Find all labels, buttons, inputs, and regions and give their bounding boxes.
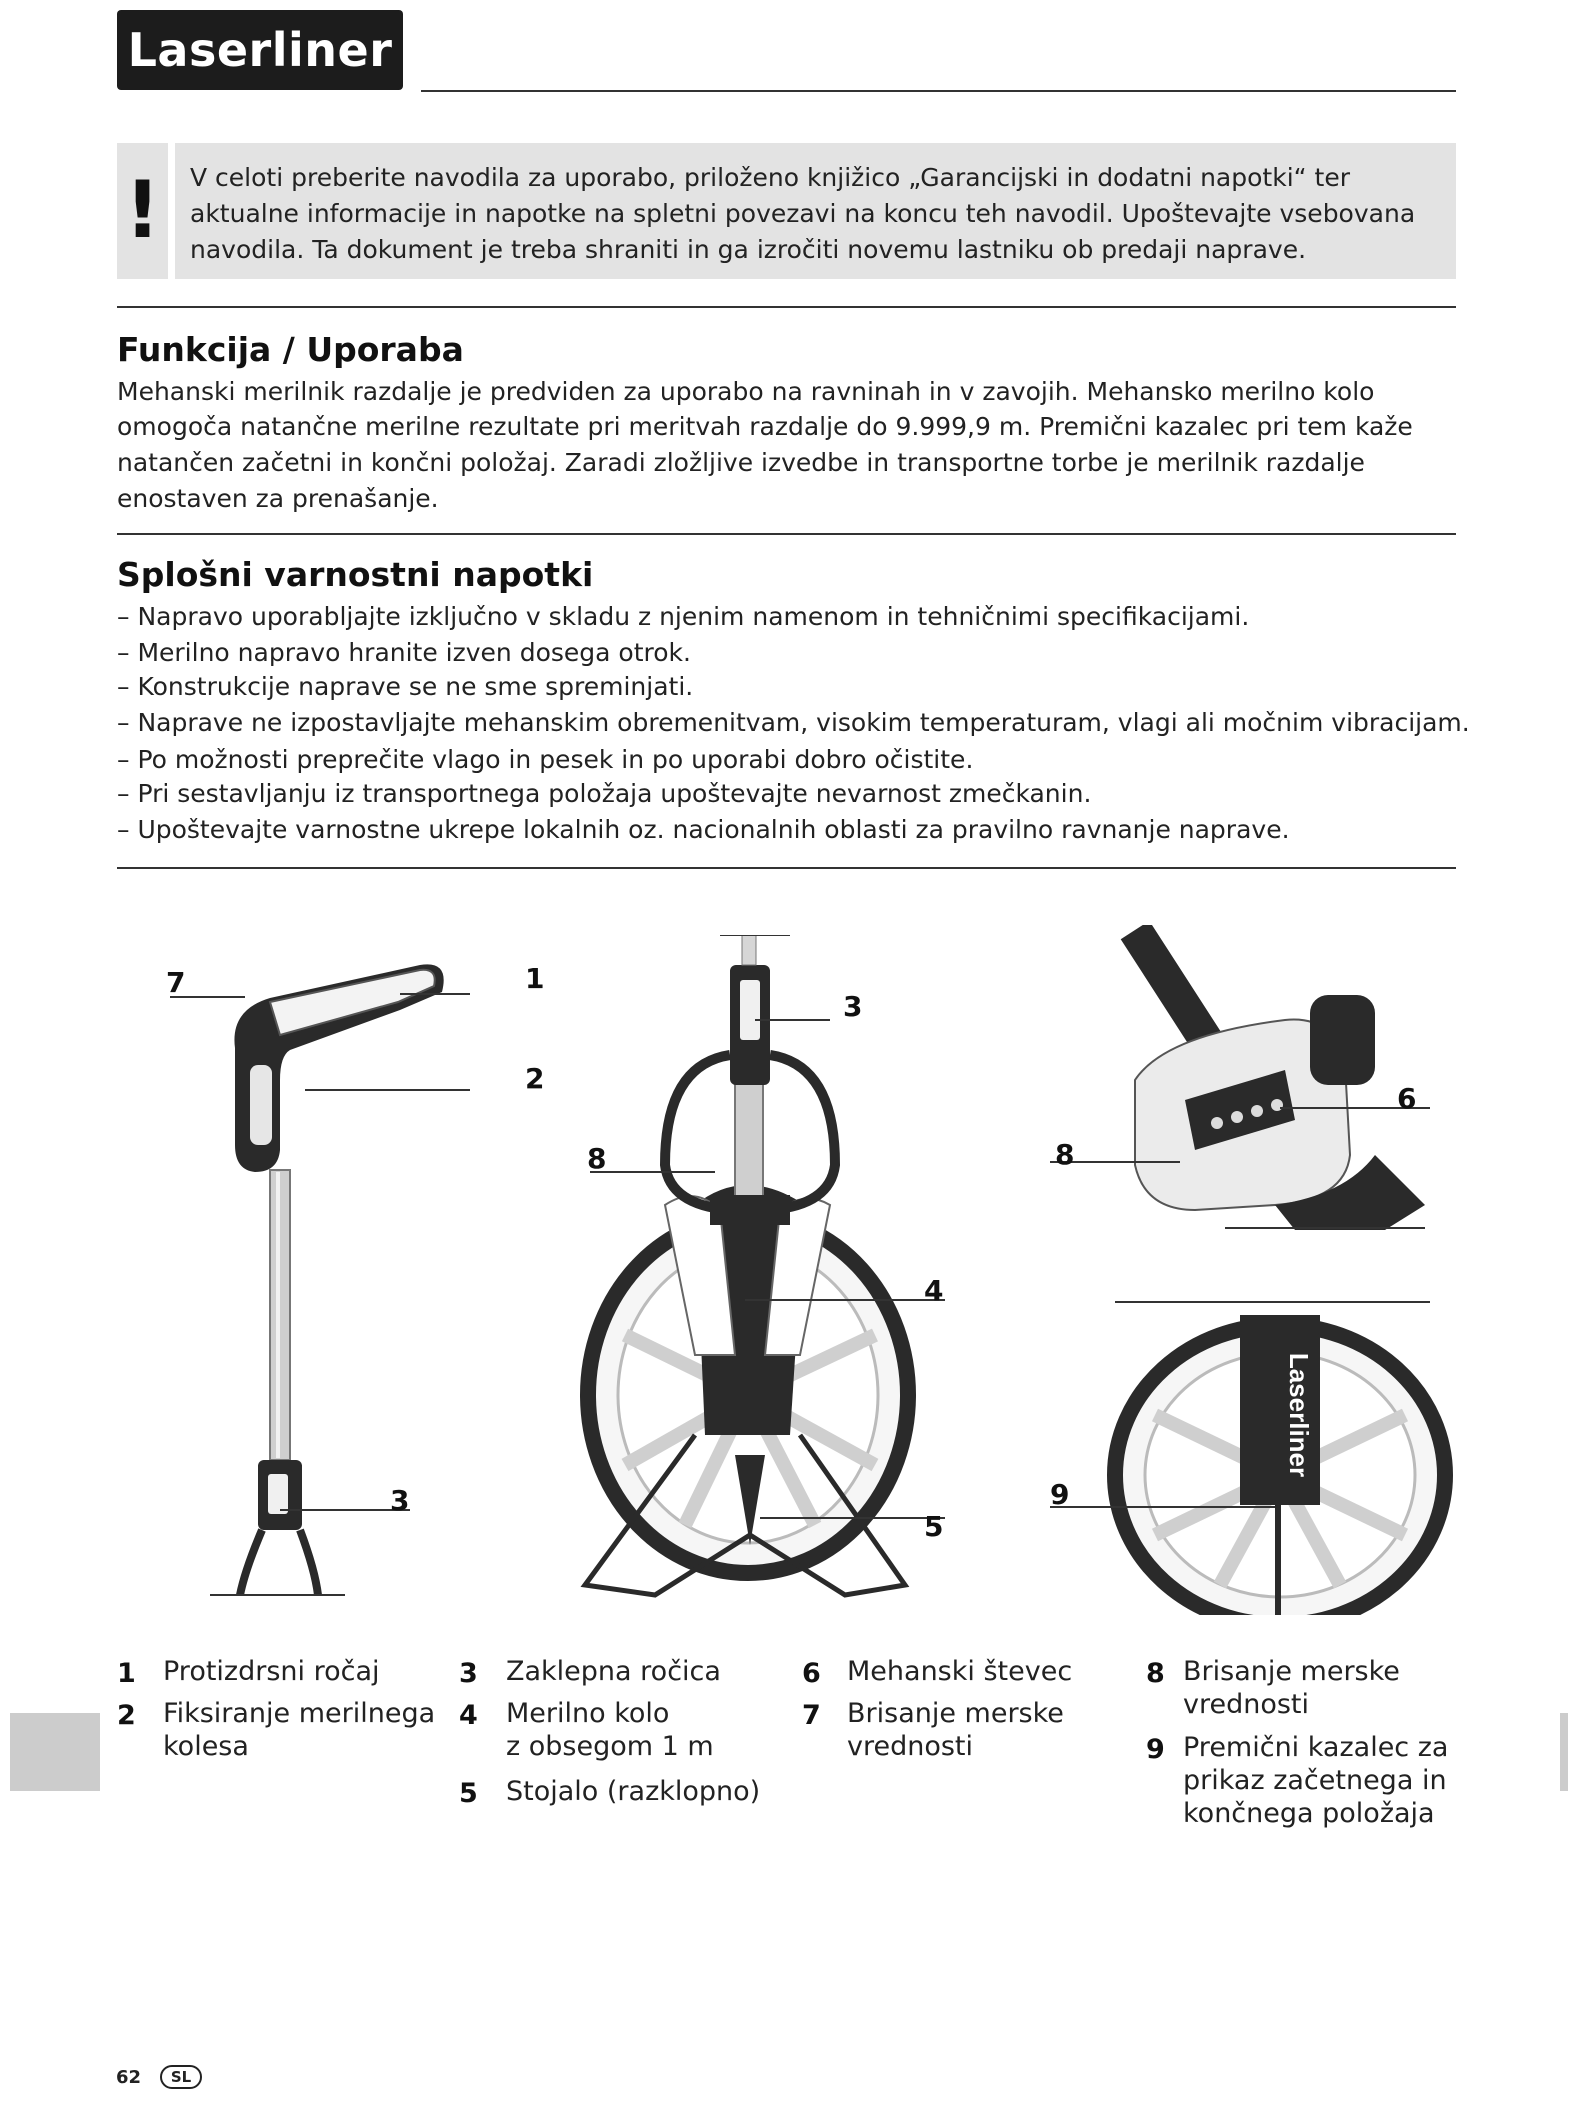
legend-number: 5 xyxy=(459,1778,478,1809)
function-line: natančen začetni in končni položaj. Zaradi zložljive izvedbe in transportne torbe je merilnik razdalje xyxy=(117,448,1365,477)
header-rule xyxy=(421,90,1456,92)
legend-text xyxy=(506,1775,760,1808)
legend-line: Premični kazalec za xyxy=(1183,1732,1449,1763)
legend-line: Zaklepna ročica xyxy=(506,1656,721,1687)
callout-6: 6 xyxy=(1397,1082,1417,1115)
legend-line: Brisanje merske xyxy=(847,1698,1064,1729)
function-title: Funkcija / Uporaba xyxy=(117,330,464,369)
legend-line: Fiksiranje merilnega xyxy=(163,1698,436,1729)
safety-item: – Pri sestavljanju iz transportnega položaja upoštevajte nevarnost zmečkanin. xyxy=(117,779,1092,808)
side-tab-marker xyxy=(10,1713,100,1791)
callout-3: 3 xyxy=(390,1484,410,1517)
callout-3: 3 xyxy=(843,990,863,1023)
section-rule xyxy=(117,533,1456,535)
notice-box xyxy=(175,143,1456,279)
legend-text xyxy=(847,1697,1064,1763)
legend-line: prikaz začetnega in xyxy=(1183,1765,1447,1796)
legend-number: 7 xyxy=(802,1700,821,1731)
legend-text xyxy=(506,1655,721,1688)
wheel-detail-illustration xyxy=(1045,1295,1465,1615)
legend-number: 9 xyxy=(1146,1734,1165,1765)
callout-2: 2 xyxy=(525,1062,545,1095)
callout-5: 5 xyxy=(924,1510,944,1543)
legend-line: Stojalo (razklopno) xyxy=(506,1776,761,1807)
safety-item: – Naprave ne izpostavljajte mehanskim obremenitvam, visokim temperaturam, vlagi ali močnim vibracijam. xyxy=(117,708,1470,737)
legend-text xyxy=(163,1655,380,1688)
legend-line: Protizdrsni ročaj xyxy=(163,1656,380,1687)
legend-text xyxy=(1183,1655,1400,1721)
legend-line: vrednosti xyxy=(847,1731,974,1762)
notice-line: navodila. Ta dokument je treba shraniti in ga izročiti novemu lastniku ob predaji naprave. xyxy=(190,235,1307,264)
section-rule xyxy=(117,867,1456,869)
safety-item: – Napravo uporabljajte izključno v skladu z njenim namenom in tehničnimi specifikacijami. xyxy=(117,602,1250,631)
language-badge: SL xyxy=(160,2065,202,2089)
safety-item: – Konstrukcije naprave se ne sme spreminjati. xyxy=(117,672,694,701)
legend-text xyxy=(163,1697,435,1763)
notice-line: V celoti preberite navodila za uporabo, priloženo knjižico „Garancijski in dodatni napotki“ ter xyxy=(190,163,1350,192)
counter-detail-illustration xyxy=(1045,925,1435,1235)
function-line: Mehanski merilnik razdalje je predviden za uporabo na ravninah in v zavojih. Mehansko merilno kolo xyxy=(117,377,1375,406)
warning-icon: ! xyxy=(117,143,168,279)
safety-item: – Upoštevajte varnostne ukrepe lokalnih oz. nacionalnih oblasti za pravilno ravnanje naprave. xyxy=(117,815,1290,844)
legend-line: z obsegom 1 m xyxy=(506,1731,714,1762)
callout-1: 1 xyxy=(525,962,545,995)
legend-number: 2 xyxy=(117,1700,136,1731)
device-front-view-illustration xyxy=(545,935,965,1615)
legend-number: 6 xyxy=(802,1658,821,1689)
legend-line: vrednosti xyxy=(1183,1689,1310,1720)
device-side-view-illustration xyxy=(150,940,470,1620)
function-line: enostaven za prenašanje. xyxy=(117,484,439,513)
section-rule xyxy=(117,306,1456,308)
legend-number: 4 xyxy=(459,1700,478,1731)
legend-text xyxy=(847,1655,1072,1688)
legend-number: 3 xyxy=(459,1658,478,1689)
callout-4: 4 xyxy=(924,1274,944,1307)
legend-line: Brisanje merske xyxy=(1183,1656,1400,1687)
legend-line: končnega položaja xyxy=(1183,1798,1435,1829)
callout-7: 7 xyxy=(166,966,186,999)
callout-8: 8 xyxy=(1055,1138,1075,1171)
notice-line: aktualne informacije in napotke na spletni povezavi na koncu teh navodil. Upoštevajte vsebovana xyxy=(190,199,1416,228)
legend-line: kolesa xyxy=(163,1731,249,1762)
legend-text xyxy=(1183,1731,1448,1830)
legend-number: 1 xyxy=(117,1658,136,1689)
safety-item: – Po možnosti preprečite vlago in pesek in po uporabi dobro očistite. xyxy=(117,745,974,774)
callout-9: 9 xyxy=(1050,1478,1070,1511)
legend-number: 8 xyxy=(1146,1658,1165,1689)
legend-line: Mehanski števec xyxy=(847,1656,1073,1687)
safety-title: Splošni varnostni napotki xyxy=(117,555,594,594)
side-tab-marker xyxy=(1560,1713,1568,1791)
page-number: 62 xyxy=(116,2067,142,2088)
legend-line: Merilno kolo xyxy=(506,1698,670,1729)
function-line: omogoča natančne merilne rezultate pri meritvah razdalje do 9.999,9 m. Premični kazalec pri tem kaže xyxy=(117,412,1413,441)
callout-8: 8 xyxy=(587,1142,607,1175)
brand-logo: Laserliner xyxy=(117,10,403,90)
safety-item: – Merilno napravo hranite izven dosega otrok. xyxy=(117,638,691,667)
legend-text xyxy=(506,1697,714,1763)
wheel-brand-text: Laserliner xyxy=(1284,1352,1314,1478)
